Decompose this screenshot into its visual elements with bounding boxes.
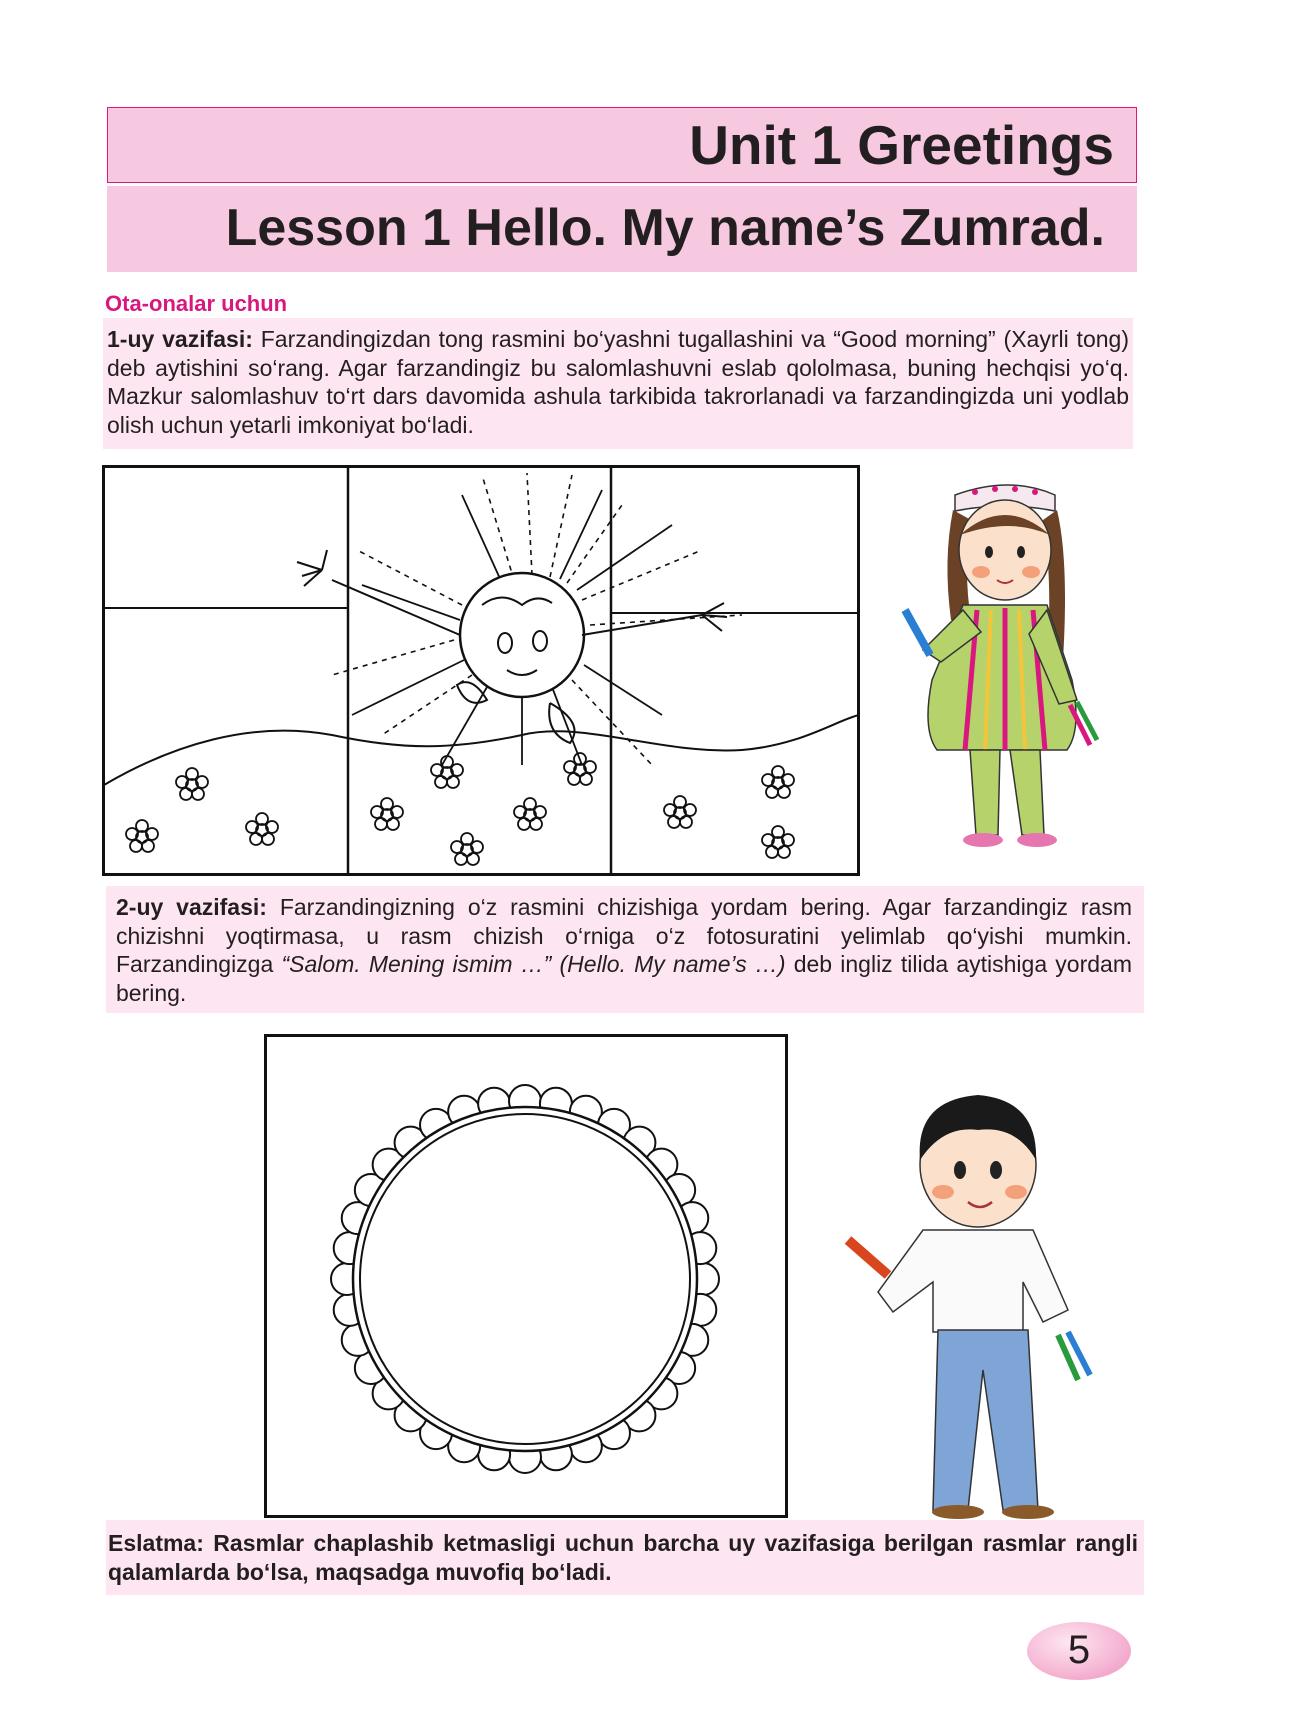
parents-heading: Ota-onalar uchun [105,291,288,316]
task1-label: 1-uy vazifasi: [107,326,253,352]
morning-sun-coloring-picture [102,465,862,877]
boy-with-pencils-illustration [828,1090,1138,1520]
note-box [106,1520,1144,1595]
task2-text-before: Farzandingizning o‘z rasmini chizishiga yordam bering. Agar farzandingiz rasm chizishni yoqtirmasa, u rasm chizish o‘rniga o‘z fotosuratini yelimlab qo‘yishi mumkin. Farzandingizga [116,894,1132,977]
task2-label: 2-uy vazifasi: [116,894,267,920]
page-number: 5 [1067,1628,1091,1672]
task2-quote: “Salom. Mening ismim …” (Hello. My name’s …) [281,951,786,977]
task2-box [106,886,1144,1013]
lesson-banner [107,186,1137,272]
page-number-badge [1027,1622,1131,1680]
task1-box [103,318,1133,449]
task2-text-after: deb ingliz tilida aytishiga yordam bering. [116,951,1132,1006]
girl-with-pencils-illustration [885,480,1135,860]
note-text: Eslatma: Rasmlar chaplashib ketmasligi uchun barcha uy vazifasiga berilgan rasmlar rangli qalamlarda bo‘lsa, maqsadga muvofiq bo‘ladi. [108,1530,1138,1585]
unit-title: Unit 1 Greetings [689,114,1114,176]
task1-text: Farzandingizdan tong rasmini bo‘yashni tugallashini va “Good morning” (Xayrli tong) deb aytishini so‘rang. Agar farzandingiz bu salomlashuvni eslab qololmasa, buning hechqisi yo‘q. Mazkur salomlashuv to‘rt dars davomida ashula tarkibida takrorlanadi va farzandingizda uni yodlab olish uchun yetarli imkoniyat bo‘ladi. [107,326,1129,438]
lesson-title: Lesson 1 Hello. My name’s Zumrad. [225,199,1105,257]
unit-banner [107,107,1137,183]
self-portrait-frame [264,1034,790,1520]
